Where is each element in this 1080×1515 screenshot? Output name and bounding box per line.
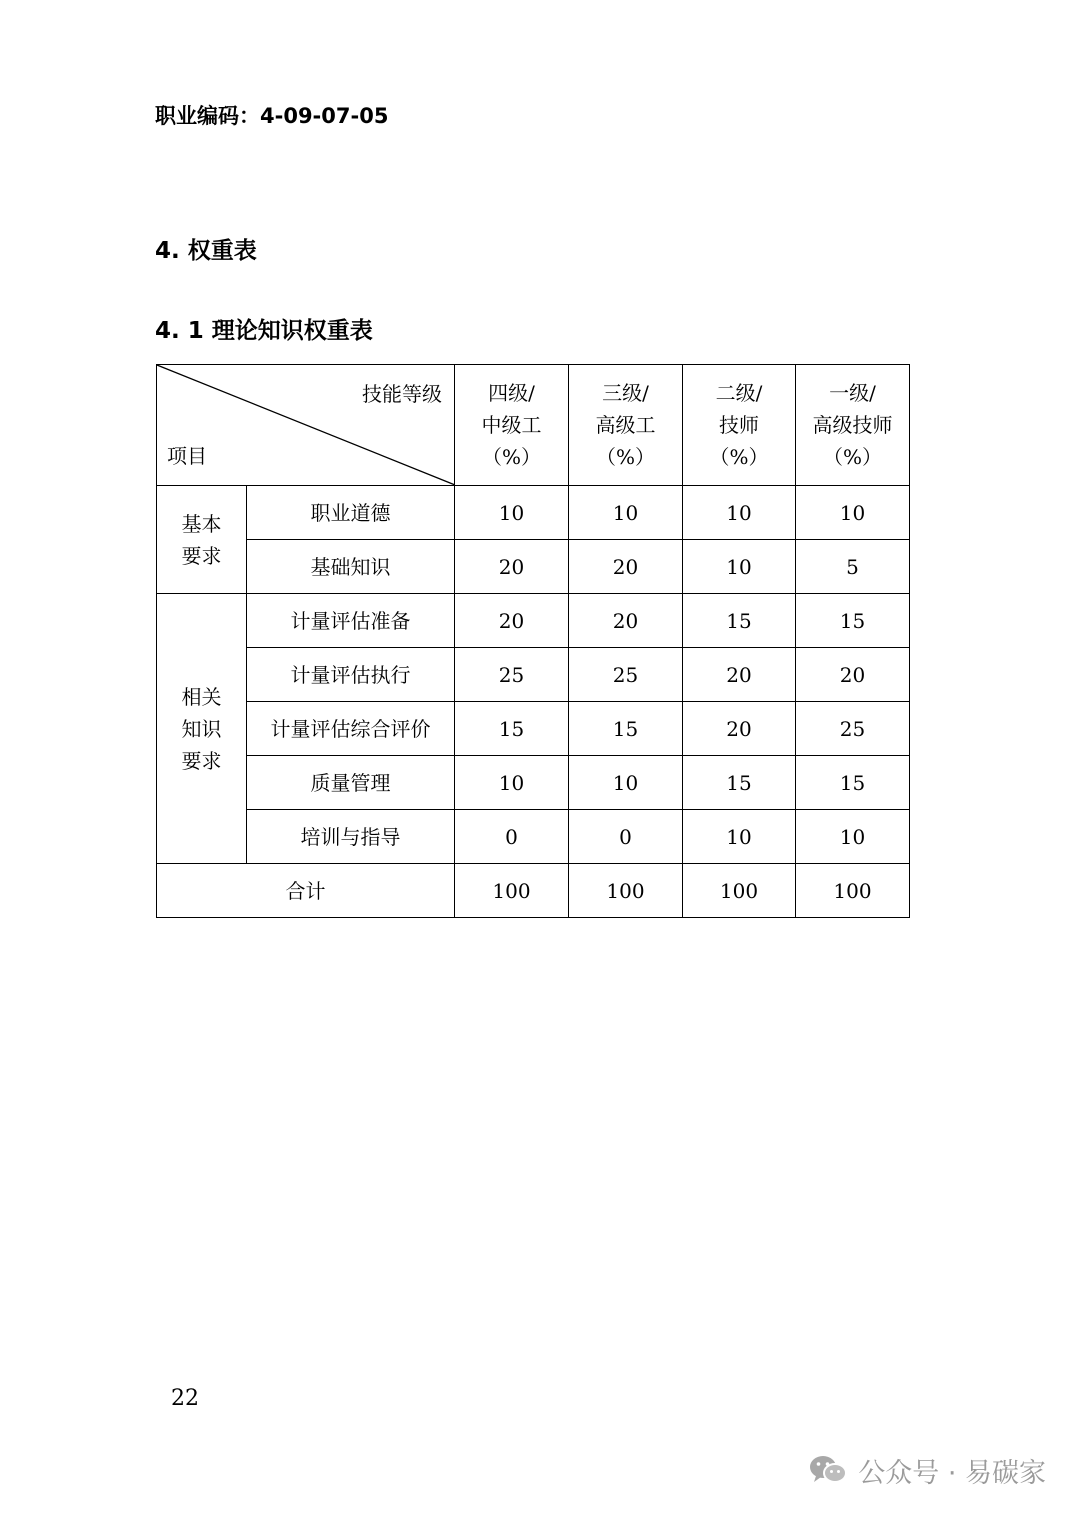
value-cell: 25 [569, 648, 683, 702]
header-row [157, 365, 910, 486]
value-cell: 0 [569, 810, 683, 864]
value-cell: 15 [569, 702, 683, 756]
value-cell: 25 [455, 648, 569, 702]
table-row [157, 810, 910, 864]
table-row [157, 756, 910, 810]
item-label: 项目 [167, 444, 207, 468]
total-value: 100 [569, 864, 683, 918]
subsection-heading: 4. 1 理论知识权重表 [155, 318, 373, 344]
value-cell: 10 [455, 486, 569, 540]
value-cell: 15 [683, 756, 796, 810]
value-cell: 10 [683, 486, 796, 540]
table-row [157, 594, 910, 648]
value-cell: 10 [683, 540, 796, 594]
value-cell: 20 [683, 648, 796, 702]
item-cell: 培训与指导 [247, 810, 455, 864]
value-cell: 15 [455, 702, 569, 756]
value-cell: 20 [796, 648, 910, 702]
item-cell: 基础知识 [247, 540, 455, 594]
column-header: 四级/ 中级工 （%） [455, 365, 569, 486]
total-label: 合计 [157, 864, 455, 918]
value-cell: 15 [796, 756, 910, 810]
value-cell: 15 [796, 594, 910, 648]
value-cell: 10 [455, 756, 569, 810]
value-cell: 10 [796, 486, 910, 540]
occupation-code: 职业编码：4-09-07-05 [155, 104, 389, 128]
column-header: 三级/ 高级工 （%） [569, 365, 683, 486]
wechat-icon [808, 1453, 848, 1487]
theory-weight-table [156, 364, 910, 918]
page-number: 22 [171, 1386, 199, 1411]
corner-header-cell [157, 365, 455, 486]
column-header: 一级/ 高级技师 （%） [796, 365, 910, 486]
group-cell-related: 相关 知识 要求 [157, 594, 247, 864]
total-value: 100 [683, 864, 796, 918]
table-row [157, 648, 910, 702]
value-cell: 20 [455, 540, 569, 594]
value-cell: 20 [569, 594, 683, 648]
value-cell: 20 [569, 540, 683, 594]
value-cell: 10 [683, 810, 796, 864]
column-header: 二级/ 技师 （%） [683, 365, 796, 486]
item-cell: 职业道德 [247, 486, 455, 540]
total-row [157, 864, 910, 918]
value-cell: 20 [683, 702, 796, 756]
item-cell: 计量评估准备 [247, 594, 455, 648]
watermark-text: 公众号 · 易碳家 [858, 1457, 1046, 1489]
item-cell: 质量管理 [247, 756, 455, 810]
value-cell: 5 [796, 540, 910, 594]
value-cell: 10 [569, 486, 683, 540]
value-cell: 0 [455, 810, 569, 864]
section-heading: 4. 权重表 [155, 238, 257, 264]
table-row [157, 540, 910, 594]
value-cell: 15 [683, 594, 796, 648]
value-cell: 25 [796, 702, 910, 756]
item-cell: 计量评估综合评价 [247, 702, 455, 756]
item-cell: 计量评估执行 [247, 648, 455, 702]
value-cell: 10 [796, 810, 910, 864]
value-cell: 10 [569, 756, 683, 810]
table-row [157, 486, 910, 540]
value-cell: 20 [455, 594, 569, 648]
total-value: 100 [796, 864, 910, 918]
watermark [808, 1452, 1046, 1488]
group-cell-basic: 基本 要求 [157, 486, 247, 594]
total-value: 100 [455, 864, 569, 918]
table-row [157, 702, 910, 756]
skill-level-label: 技能等级 [362, 382, 442, 406]
